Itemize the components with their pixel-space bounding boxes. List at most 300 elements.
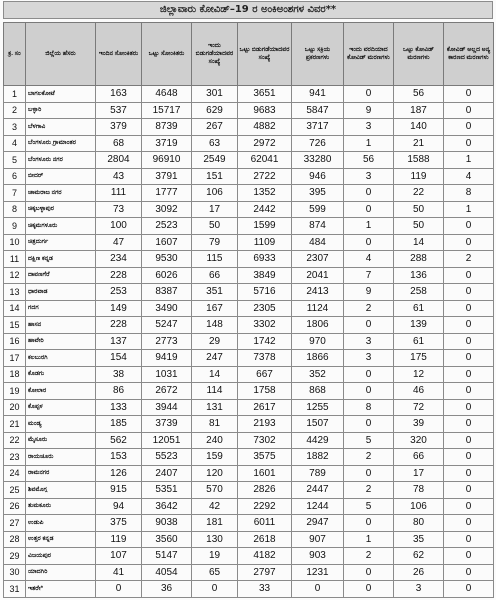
total-deaths-cell: 35: [394, 531, 444, 548]
total-infected-cell: 8739: [142, 119, 192, 136]
active-cases-cell: 395: [292, 185, 344, 202]
active-cases-cell: 1255: [292, 399, 344, 416]
total-infected-cell: 5523: [142, 449, 192, 466]
table-row: [4, 399, 494, 416]
today-discharged-cell: 42: [192, 498, 238, 515]
total-infected-cell: 15717: [142, 102, 192, 119]
today-discharged-cell: 81: [192, 416, 238, 433]
active-cases-cell: 946: [292, 168, 344, 185]
total-discharged-cell: 3575: [238, 449, 292, 466]
today-deaths-cell: 2: [344, 300, 394, 317]
active-cases-cell: 2447: [292, 482, 344, 499]
total-discharged-cell: 3302: [238, 317, 292, 334]
district-name-cell: ಮಂಡ್ಯ: [26, 416, 96, 433]
table-row: [4, 498, 494, 515]
total-deaths-cell: 22: [394, 185, 444, 202]
non-covid-deaths-cell: 0: [444, 465, 494, 482]
total-discharged-cell: 2826: [238, 482, 292, 499]
total-deaths-cell: 258: [394, 284, 444, 301]
table-row: [4, 152, 494, 169]
total-discharged-cell: 1601: [238, 465, 292, 482]
district-name-cell: ರಾಮನಗರ: [26, 465, 96, 482]
today-deaths-cell: 1: [344, 135, 394, 152]
table-row: [4, 300, 494, 317]
today-discharged-cell: 267: [192, 119, 238, 136]
serial-no-cell: 11: [4, 251, 26, 268]
total-discharged-cell: 33: [238, 581, 292, 598]
total-infected-cell: 8387: [142, 284, 192, 301]
total-discharged-cell: 3849: [238, 267, 292, 284]
today-infected-cell: 379: [96, 119, 142, 136]
district-name-cell: ಚಿಕ್ಕಬಳ್ಳಾಪುರ: [26, 201, 96, 218]
total-discharged-cell: 1758: [238, 383, 292, 400]
total-deaths-cell: 1588: [394, 152, 444, 169]
active-cases-cell: 484: [292, 234, 344, 251]
total-discharged-cell: 1599: [238, 218, 292, 235]
total-infected-cell: 2407: [142, 465, 192, 482]
district-name-cell: ಚಿಕ್ಕಮಗಳೂರು: [26, 218, 96, 235]
district-name-cell: ಗದಗ: [26, 300, 96, 317]
today-discharged-cell: 167: [192, 300, 238, 317]
serial-no-cell: 21: [4, 416, 26, 433]
table-row: [4, 449, 494, 466]
active-cases-cell: 0: [292, 581, 344, 598]
today-discharged-cell: 19: [192, 548, 238, 565]
table-row: [4, 465, 494, 482]
serial-no-cell: 9: [4, 218, 26, 235]
header-serial-no: ಕ್ರ. ಸಂ: [4, 23, 26, 86]
non-covid-deaths-cell: 0: [444, 399, 494, 416]
total-deaths-cell: 320: [394, 432, 444, 449]
total-deaths-cell: 72: [394, 399, 444, 416]
today-deaths-cell: 2: [344, 548, 394, 565]
non-covid-deaths-cell: 0: [444, 350, 494, 367]
today-discharged-cell: 240: [192, 432, 238, 449]
today-infected-cell: 111: [96, 185, 142, 202]
total-discharged-cell: 9683: [238, 102, 292, 119]
serial-no-cell: 22: [4, 432, 26, 449]
total-infected-cell: 2672: [142, 383, 192, 400]
active-cases-cell: 1882: [292, 449, 344, 466]
total-infected-cell: 6026: [142, 267, 192, 284]
today-deaths-cell: 0: [344, 366, 394, 383]
serial-no-cell: 14: [4, 300, 26, 317]
total-deaths-cell: 140: [394, 119, 444, 136]
today-infected-cell: 163: [96, 86, 142, 103]
table-row: [4, 350, 494, 367]
today-deaths-cell: 1: [344, 531, 394, 548]
today-infected-cell: 137: [96, 333, 142, 350]
serial-no-cell: 25: [4, 482, 26, 499]
total-deaths-cell: 61: [394, 300, 444, 317]
today-discharged-cell: 181: [192, 515, 238, 532]
today-discharged-cell: 14: [192, 366, 238, 383]
total-deaths-cell: 106: [394, 498, 444, 515]
today-deaths-cell: 0: [344, 317, 394, 334]
active-cases-cell: 5847: [292, 102, 344, 119]
table-row: [4, 86, 494, 103]
total-deaths-cell: 62: [394, 548, 444, 565]
today-deaths-cell: 56: [344, 152, 394, 169]
today-deaths-cell: 5: [344, 498, 394, 515]
serial-no-cell: 24: [4, 465, 26, 482]
today-infected-cell: 228: [96, 267, 142, 284]
today-infected-cell: 253: [96, 284, 142, 301]
table-row: [4, 168, 494, 185]
non-covid-deaths-cell: 0: [444, 267, 494, 284]
table-row: [4, 251, 494, 268]
total-deaths-cell: 46: [394, 383, 444, 400]
total-infected-cell: 1777: [142, 185, 192, 202]
district-name-cell: ಚಾಮರಾಜ ನಗರ: [26, 185, 96, 202]
total-deaths-cell: 66: [394, 449, 444, 466]
total-discharged-cell: 4882: [238, 119, 292, 136]
serial-no-cell: 30: [4, 564, 26, 581]
district-name-cell: ದಾವಣಗೆರೆ: [26, 267, 96, 284]
today-discharged-cell: 570: [192, 482, 238, 499]
serial-no-cell: 15: [4, 317, 26, 334]
serial-no-cell: 2: [4, 102, 26, 119]
total-deaths-cell: 3: [394, 581, 444, 598]
serial-no-cell: 12: [4, 267, 26, 284]
total-discharged-cell: 1742: [238, 333, 292, 350]
total-deaths-cell: 12: [394, 366, 444, 383]
active-cases-cell: 599: [292, 201, 344, 218]
total-deaths-cell: 288: [394, 251, 444, 268]
today-deaths-cell: 0: [344, 383, 394, 400]
today-discharged-cell: 301: [192, 86, 238, 103]
today-discharged-cell: 79: [192, 234, 238, 251]
active-cases-cell: 903: [292, 548, 344, 565]
today-infected-cell: 43: [96, 168, 142, 185]
non-covid-deaths-cell: 1: [444, 201, 494, 218]
non-covid-deaths-cell: 0: [444, 86, 494, 103]
today-infected-cell: 100: [96, 218, 142, 235]
district-name-cell: ಹಾವೇರಿ: [26, 333, 96, 350]
table-row: [4, 432, 494, 449]
total-discharged-cell: 2292: [238, 498, 292, 515]
district-name-cell: ಉತ್ತರ ಕನ್ನಡ: [26, 531, 96, 548]
total-deaths-cell: 50: [394, 201, 444, 218]
total-deaths-cell: 80: [394, 515, 444, 532]
district-name-cell: ಕೊಪ್ಪಳ: [26, 399, 96, 416]
non-covid-deaths-cell: 4: [444, 168, 494, 185]
today-infected-cell: 537: [96, 102, 142, 119]
today-discharged-cell: 50: [192, 218, 238, 235]
district-name-cell: ಉಡುಪಿ: [26, 515, 96, 532]
serial-no-cell: 8: [4, 201, 26, 218]
total-discharged-cell: 2722: [238, 168, 292, 185]
today-infected-cell: 228: [96, 317, 142, 334]
non-covid-deaths-cell: 0: [444, 284, 494, 301]
active-cases-cell: 1124: [292, 300, 344, 317]
total-deaths-cell: 39: [394, 416, 444, 433]
today-infected-cell: 149: [96, 300, 142, 317]
today-discharged-cell: 120: [192, 465, 238, 482]
non-covid-deaths-cell: 0: [444, 333, 494, 350]
serial-no-cell: 16: [4, 333, 26, 350]
district-name-cell: ಕೋಲಾರ: [26, 383, 96, 400]
total-discharged-cell: 2618: [238, 531, 292, 548]
table-row: [4, 267, 494, 284]
serial-no-cell: 19: [4, 383, 26, 400]
today-discharged-cell: 351: [192, 284, 238, 301]
total-discharged-cell: 7378: [238, 350, 292, 367]
today-deaths-cell: 0: [344, 234, 394, 251]
today-discharged-cell: 29: [192, 333, 238, 350]
serial-no-cell: 6: [4, 168, 26, 185]
today-discharged-cell: 66: [192, 267, 238, 284]
active-cases-cell: 726: [292, 135, 344, 152]
total-deaths-cell: 119: [394, 168, 444, 185]
total-discharged-cell: 6933: [238, 251, 292, 268]
today-deaths-cell: 0: [344, 581, 394, 598]
today-discharged-cell: 247: [192, 350, 238, 367]
active-cases-cell: 2307: [292, 251, 344, 268]
district-name-cell: ದಕ್ಷಿಣ ಕನ್ನಡ: [26, 251, 96, 268]
today-infected-cell: 562: [96, 432, 142, 449]
today-deaths-cell: 0: [344, 86, 394, 103]
non-covid-deaths-cell: 0: [444, 416, 494, 433]
total-infected-cell: 5351: [142, 482, 192, 499]
total-infected-cell: 96910: [142, 152, 192, 169]
total-infected-cell: 9038: [142, 515, 192, 532]
table-row: [4, 366, 494, 383]
today-infected-cell: 73: [96, 201, 142, 218]
today-infected-cell: 126: [96, 465, 142, 482]
active-cases-cell: 1244: [292, 498, 344, 515]
total-deaths-cell: 136: [394, 267, 444, 284]
active-cases-cell: 868: [292, 383, 344, 400]
total-infected-cell: 3092: [142, 201, 192, 218]
district-name-cell: ಯಾದಗಿರಿ: [26, 564, 96, 581]
header-non-covid-deaths: ಕೋವಿಡ್ ಅಲ್ಲದ ಅನ್ಯ ಕಾರಣದ ಮರಣಗಳು: [444, 23, 494, 86]
total-discharged-cell: 1352: [238, 185, 292, 202]
active-cases-cell: 941: [292, 86, 344, 103]
total-discharged-cell: 2442: [238, 201, 292, 218]
today-infected-cell: 68: [96, 135, 142, 152]
non-covid-deaths-cell: 2: [444, 251, 494, 268]
today-deaths-cell: 3: [344, 333, 394, 350]
today-deaths-cell: 3: [344, 168, 394, 185]
serial-no-cell: 28: [4, 531, 26, 548]
district-name-cell: ಧಾರವಾಡ: [26, 284, 96, 301]
non-covid-deaths-cell: 0: [444, 498, 494, 515]
total-discharged-cell: 2617: [238, 399, 292, 416]
district-name-cell: ಬೆಂಗಳೂರು ನಗರ: [26, 152, 96, 169]
non-covid-deaths-cell: 1: [444, 152, 494, 169]
total-infected-cell: 9419: [142, 350, 192, 367]
active-cases-cell: 3717: [292, 119, 344, 136]
total-infected-cell: 2773: [142, 333, 192, 350]
total-infected-cell: 3944: [142, 399, 192, 416]
serial-no-cell: 18: [4, 366, 26, 383]
non-covid-deaths-cell: 0: [444, 317, 494, 334]
today-discharged-cell: 2549: [192, 152, 238, 169]
table-row: [4, 482, 494, 499]
total-discharged-cell: 6011: [238, 515, 292, 532]
non-covid-deaths-cell: 0: [444, 515, 494, 532]
today-discharged-cell: 151: [192, 168, 238, 185]
district-name-cell: ಬಳ್ಳಾರಿ: [26, 102, 96, 119]
today-infected-cell: 185: [96, 416, 142, 433]
header-today-infected: ಇಂದಿನ ಸೋಂಕಿತರು: [96, 23, 142, 86]
table-row: [4, 548, 494, 565]
non-covid-deaths-cell: 8: [444, 185, 494, 202]
today-deaths-cell: 0: [344, 515, 394, 532]
today-infected-cell: 119: [96, 531, 142, 548]
today-infected-cell: 38: [96, 366, 142, 383]
serial-no-cell: 13: [4, 284, 26, 301]
today-infected-cell: 153: [96, 449, 142, 466]
today-discharged-cell: 106: [192, 185, 238, 202]
today-infected-cell: 94: [96, 498, 142, 515]
district-name-cell: ಶಿವಮೊಗ್ಗ: [26, 482, 96, 499]
non-covid-deaths-cell: 0: [444, 119, 494, 136]
today-deaths-cell: 0: [344, 416, 394, 433]
today-infected-cell: 41: [96, 564, 142, 581]
active-cases-cell: 1231: [292, 564, 344, 581]
total-infected-cell: 4648: [142, 86, 192, 103]
total-discharged-cell: 3651: [238, 86, 292, 103]
non-covid-deaths-cell: 0: [444, 300, 494, 317]
table-row: [4, 135, 494, 152]
total-discharged-cell: 667: [238, 366, 292, 383]
serial-no-cell: 5: [4, 152, 26, 169]
today-deaths-cell: 3: [344, 350, 394, 367]
serial-no-cell: 4: [4, 135, 26, 152]
total-infected-cell: 1607: [142, 234, 192, 251]
serial-no-cell: 1: [4, 86, 26, 103]
total-discharged-cell: 2193: [238, 416, 292, 433]
active-cases-cell: 1806: [292, 317, 344, 334]
total-deaths-cell: 26: [394, 564, 444, 581]
today-deaths-cell: 3: [344, 119, 394, 136]
today-infected-cell: 86: [96, 383, 142, 400]
total-infected-cell: 1031: [142, 366, 192, 383]
table-title: ಜಿಲ್ಲಾವಾರು ಕೋವಿಡ್–19 ರ ಅಂಕಿಅಂಶಗಳ ವಿವರ**: [3, 1, 493, 19]
total-deaths-cell: 139: [394, 317, 444, 334]
non-covid-deaths-cell: 0: [444, 135, 494, 152]
today-deaths-cell: 2: [344, 482, 394, 499]
total-infected-cell: 9530: [142, 251, 192, 268]
total-discharged-cell: 2972: [238, 135, 292, 152]
district-name-cell: ತುಮಕೂರು: [26, 498, 96, 515]
total-infected-cell: 36: [142, 581, 192, 598]
today-discharged-cell: 0: [192, 581, 238, 598]
total-discharged-cell: 7302: [238, 432, 292, 449]
today-discharged-cell: 131: [192, 399, 238, 416]
total-infected-cell: 3719: [142, 135, 192, 152]
table-row: [4, 317, 494, 334]
non-covid-deaths-cell: 0: [444, 564, 494, 581]
district-name-cell: ಹಾಸನ: [26, 317, 96, 334]
total-discharged-cell: 2305: [238, 300, 292, 317]
serial-no-cell: 27: [4, 515, 26, 532]
serial-no-cell: 23: [4, 449, 26, 466]
total-discharged-cell: 62041: [238, 152, 292, 169]
table-row: [4, 218, 494, 235]
serial-no-cell: 3: [4, 119, 26, 136]
district-name-cell: ರಾಯಚೂರು: [26, 449, 96, 466]
district-name-cell: ಚಿತ್ರದುರ್ಗ: [26, 234, 96, 251]
today-infected-cell: 107: [96, 548, 142, 565]
table-row: [4, 201, 494, 218]
today-deaths-cell: 0: [344, 564, 394, 581]
active-cases-cell: 874: [292, 218, 344, 235]
header-today-discharged: ಇಂದು ಬಿಡುಗಡೆಯಾದವರ ಸಂಖ್ಯೆ: [192, 23, 238, 86]
total-infected-cell: 3739: [142, 416, 192, 433]
active-cases-cell: 2947: [292, 515, 344, 532]
active-cases-cell: 2413: [292, 284, 344, 301]
total-infected-cell: 4054: [142, 564, 192, 581]
today-deaths-cell: 9: [344, 102, 394, 119]
table-row: [4, 333, 494, 350]
non-covid-deaths-cell: 0: [444, 531, 494, 548]
non-covid-deaths-cell: 0: [444, 383, 494, 400]
today-infected-cell: 133: [96, 399, 142, 416]
table-row: [4, 185, 494, 202]
active-cases-cell: 907: [292, 531, 344, 548]
total-deaths-cell: 175: [394, 350, 444, 367]
today-deaths-cell: 0: [344, 465, 394, 482]
today-discharged-cell: 17: [192, 201, 238, 218]
district-name-cell: ಕೊಡಗು: [26, 366, 96, 383]
table-row: [4, 102, 494, 119]
today-discharged-cell: 63: [192, 135, 238, 152]
today-infected-cell: 0: [96, 581, 142, 598]
active-cases-cell: 352: [292, 366, 344, 383]
district-covid-table: [3, 22, 494, 598]
total-deaths-cell: 50: [394, 218, 444, 235]
total-infected-cell: 3642: [142, 498, 192, 515]
district-name-cell: ಬಾಗಲಕೋಟೆ: [26, 86, 96, 103]
today-deaths-cell: 1: [344, 218, 394, 235]
today-deaths-cell: 5: [344, 432, 394, 449]
today-infected-cell: 47: [96, 234, 142, 251]
today-deaths-cell: 8: [344, 399, 394, 416]
active-cases-cell: 970: [292, 333, 344, 350]
total-deaths-cell: 187: [394, 102, 444, 119]
table-row: [4, 234, 494, 251]
total-deaths-cell: 17: [394, 465, 444, 482]
serial-no-cell: 7: [4, 185, 26, 202]
non-covid-deaths-cell: 0: [444, 102, 494, 119]
table-header-row: [4, 23, 494, 86]
serial-no-cell: 31: [4, 581, 26, 598]
table-row: [4, 416, 494, 433]
serial-no-cell: 17: [4, 350, 26, 367]
total-infected-cell: 3791: [142, 168, 192, 185]
header-total-discharged: ಒಟ್ಟು ಬಿಡುಗಡೆಯಾದವರ ಸಂಖ್ಯೆ: [238, 23, 292, 86]
active-cases-cell: 2041: [292, 267, 344, 284]
table-row: [4, 119, 494, 136]
today-deaths-cell: 0: [344, 185, 394, 202]
header-total-deaths: ಒಟ್ಟು ಕೋವಿಡ್ ಮರಣಗಳು: [394, 23, 444, 86]
district-name-cell: ಬೀದರ್: [26, 168, 96, 185]
non-covid-deaths-cell: 0: [444, 366, 494, 383]
district-name-cell: ಮೈಸೂರು: [26, 432, 96, 449]
header-active-cases: ಒಟ್ಟು ಸಕ್ರಿಯ ಪ್ರಕರಣಗಳು: [292, 23, 344, 86]
total-infected-cell: 12051: [142, 432, 192, 449]
header-district-name: ಜಿಲ್ಲೆಯ ಹೆಸರು: [26, 23, 96, 86]
today-discharged-cell: 114: [192, 383, 238, 400]
today-discharged-cell: 159: [192, 449, 238, 466]
today-infected-cell: 154: [96, 350, 142, 367]
active-cases-cell: 1866: [292, 350, 344, 367]
total-discharged-cell: 5716: [238, 284, 292, 301]
today-deaths-cell: 4: [344, 251, 394, 268]
